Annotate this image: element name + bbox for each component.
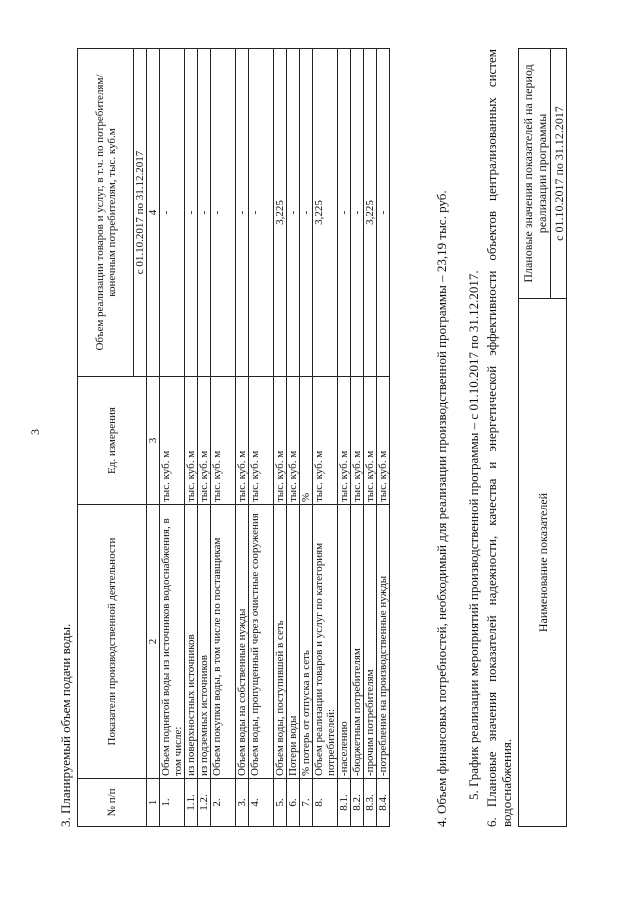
- row-indicator: Объем покупки воды, в том числе по поставщикам: [211, 505, 236, 779]
- table-row: [377, 49, 390, 827]
- indicators-plan-header: Плановые значения показателей на период реализации программы: [519, 49, 551, 299]
- table-row: [364, 49, 377, 827]
- row-indicator: Объем реализации товаров и услуг по категориям потребителей:: [313, 505, 338, 779]
- table-row: [198, 49, 211, 827]
- water-supply-table-body: [78, 49, 390, 827]
- row-indicator: Потери воды: [287, 505, 300, 779]
- row-indicator: -прочим потребителям: [364, 505, 377, 779]
- indicators-period: с 01.10.2017 по 31.12.2017: [551, 49, 567, 299]
- row-indicator: Объем воды на собственные нужды: [236, 505, 249, 779]
- row-value: 3,225: [274, 49, 287, 377]
- row-number: 3.: [236, 779, 249, 827]
- header-unit: Ед. измерения: [78, 377, 147, 505]
- row-unit: тыс. куб. м: [313, 377, 338, 505]
- row-unit: тыс. куб. м: [249, 377, 274, 505]
- row-unit: тыс. куб. м: [160, 377, 185, 505]
- row-indicator: из поверхностных источников: [185, 505, 198, 779]
- table-row: [185, 49, 198, 827]
- row-indicator: -потребление на производственные нужды: [377, 505, 390, 779]
- row-value: -: [300, 49, 313, 377]
- table-row: [338, 49, 351, 827]
- table-header-row: [78, 49, 134, 827]
- section-3-title: 3. Планируемый объем подачи воды.: [58, 623, 73, 827]
- row-indicator: Объем воды, поступившей в сеть: [274, 505, 287, 779]
- table-row: [300, 49, 313, 827]
- paragraph-5-schedule: 5. График реализации мероприятий производственной программы – с 01.10.2017 по 31.12.2017.: [466, 270, 481, 800]
- row-number: 1.2.: [198, 779, 211, 827]
- table-row: [160, 49, 185, 827]
- row-value: 3,225: [313, 49, 338, 377]
- row-unit: тыс. куб. м: [338, 377, 351, 505]
- row-indicator: Объем поднятой воды из источников водоснабжения, в том числе:: [160, 505, 185, 779]
- row-unit: тыс. куб. м: [351, 377, 364, 505]
- row-value: 3,225: [364, 49, 377, 377]
- row-number: 8.4.: [377, 779, 390, 827]
- col-number-4: 4: [147, 49, 160, 377]
- row-value: -: [198, 49, 211, 377]
- header-indicator: Показатели производственной деятельности: [78, 505, 147, 779]
- row-indicator: из подземных источников: [198, 505, 211, 779]
- row-number: 1.: [160, 779, 185, 827]
- table-row: [287, 49, 300, 827]
- row-unit: %: [300, 377, 313, 505]
- header-period: с 01.10.2017 по 31.12.2017: [134, 49, 147, 377]
- row-value: -: [249, 49, 274, 377]
- row-unit: тыс. куб. м: [185, 377, 198, 505]
- row-value: -: [377, 49, 390, 377]
- row-unit: тыс. куб. м: [198, 377, 211, 505]
- row-number: 8.2.: [351, 779, 364, 827]
- row-value: -: [185, 49, 198, 377]
- row-number: 8.1.: [338, 779, 351, 827]
- row-value: -: [287, 49, 300, 377]
- table-row: [211, 49, 236, 827]
- row-indicator: -населению: [338, 505, 351, 779]
- paragraph-6-indicators: 6. Плановые значения показателей надежности, качества и энергетической эффективности объектов централизованных систем водоснабжения.: [484, 49, 514, 827]
- table-row: [313, 49, 338, 827]
- table-row: [351, 49, 364, 827]
- col-number-3: 3: [147, 377, 160, 505]
- header-num: № п/п: [78, 779, 147, 827]
- row-indicator: Объем воды, пропущенный через очистные сооружения: [249, 505, 274, 779]
- row-unit: тыс. куб. м: [287, 377, 300, 505]
- column-number-row: [147, 49, 160, 827]
- indicators-name-header: Наименование показателей: [519, 299, 567, 827]
- water-supply-table: [77, 48, 390, 827]
- table-row: [249, 49, 274, 827]
- paragraph-4-financing: 4. Объем финансовых потребностей, необходимый для реализации производственной программы – 23,19 тыс. руб.: [434, 190, 449, 827]
- row-number: 8.: [313, 779, 338, 827]
- row-number: 4.: [249, 779, 274, 827]
- row-value: -: [351, 49, 364, 377]
- row-value: -: [211, 49, 236, 377]
- row-indicator: % потерь от отпуска в сеть: [300, 505, 313, 779]
- row-unit: тыс. куб. м: [236, 377, 249, 505]
- col-number-2: 2: [147, 505, 160, 779]
- row-number: 1.1.: [185, 779, 198, 827]
- row-number: 6.: [287, 779, 300, 827]
- header-volume: Объем реализации товаров и услуг, в т.ч. по потребителям/ конечным потребителям, тыс. куб.м: [78, 49, 134, 377]
- row-value: -: [338, 49, 351, 377]
- row-number: 8.3.: [364, 779, 377, 827]
- indicators-table: [518, 48, 567, 827]
- row-unit: тыс. куб. м: [274, 377, 287, 505]
- row-number: 5.: [274, 779, 287, 827]
- indicators-header-row: [519, 49, 551, 827]
- row-value: -: [236, 49, 249, 377]
- row-number: 2.: [211, 779, 236, 827]
- page-number: 3: [28, 429, 42, 435]
- row-value: -: [160, 49, 185, 377]
- row-indicator: -бюджетным потребителям: [351, 505, 364, 779]
- col-number-1: 1: [147, 779, 160, 827]
- table-row: [236, 49, 249, 827]
- row-unit: тыс. куб. м: [364, 377, 377, 505]
- row-number: 7.: [300, 779, 313, 827]
- row-unit: тыс. куб. м: [377, 377, 390, 505]
- table-row: [274, 49, 287, 827]
- row-unit: тыс. куб. м: [211, 377, 236, 505]
